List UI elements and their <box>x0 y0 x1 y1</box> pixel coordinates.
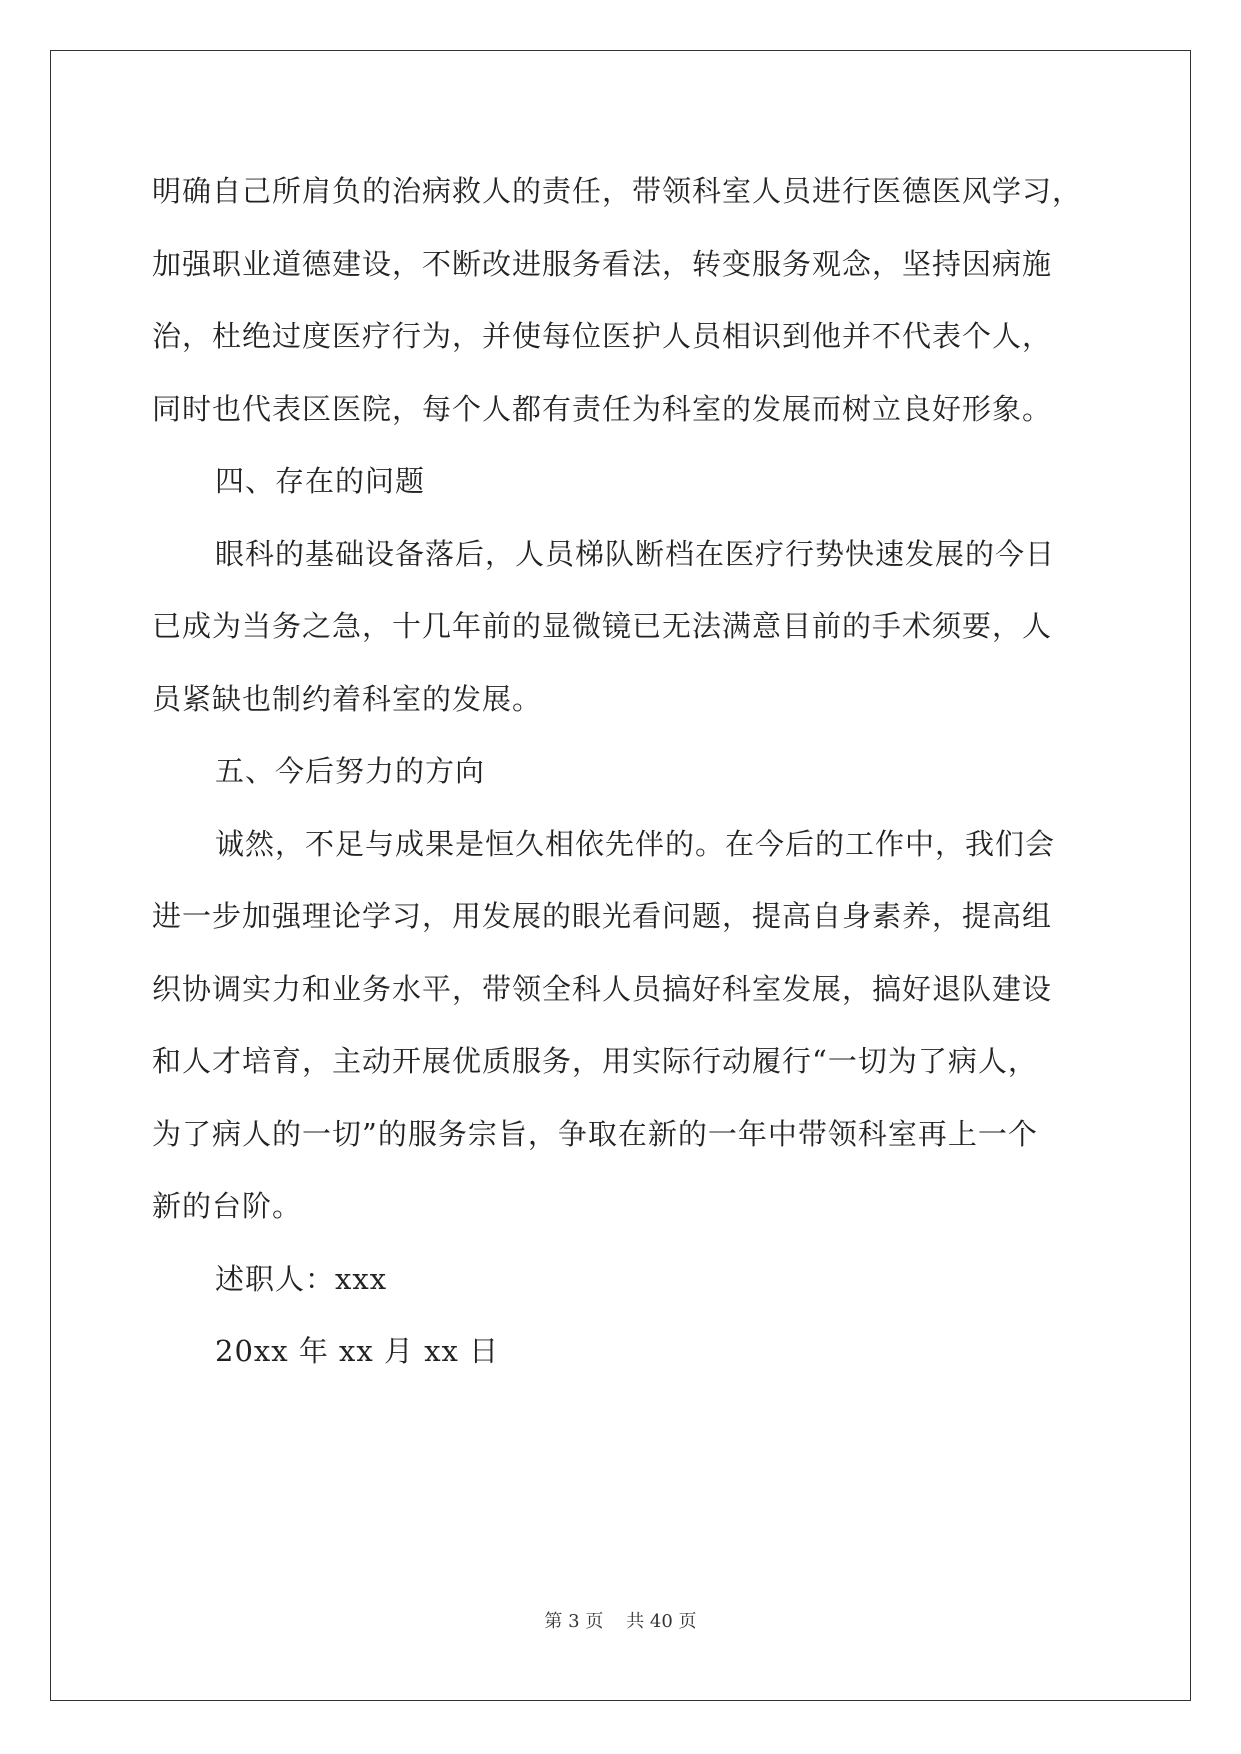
text-line-11: 进一步加强理论学习，用发展的眼光看问题，提高自身素养，提高组 <box>152 899 1053 933</box>
section-heading-4: 四、存在的问题 <box>215 464 426 498</box>
text-line-13: 和人才培育，主动开展优质服务，用实际行动履行“一切为了病人， <box>152 1044 1038 1078</box>
text-line-7: 已成为当务之急，十几年前的显微镜已无法满意目前的手术须要，人 <box>152 609 1053 643</box>
text-line-3: 治，杜绝过度医疗行为，并使每位医护人员相识到他并不代表个人， <box>152 319 1053 353</box>
text-line-6: 眼科的基础设备落后，人员梯队断档在医疗行势快速发展的今日 <box>215 536 1056 571</box>
text-line-8: 员紧缺也制约着科室的发展。 <box>152 681 543 716</box>
text-line-15: 新的台阶。 <box>152 1189 303 1223</box>
text-line-12: 织协调实力和业务水平，带领全科人员搞好科室发展，搞好退队建设 <box>152 971 1053 1006</box>
page-number-footer: 第 3 页 共 40 页 <box>544 1611 697 1632</box>
text-line-4: 同时也代表区医院，每个人都有责任为科室的发展而树立良好形象。 <box>152 391 1053 426</box>
text-line-14: 为了病人的一切”的服务宗旨，争取在新的一年中带领科室再上一个 <box>152 1116 1038 1151</box>
date-line: 20xx 年 xx 月 xx 日 <box>215 1334 500 1368</box>
signature-line: 述职人：xxx <box>215 1261 388 1296</box>
text-line-1: 明确自己所肩负的治病救人的责任，带领科室人员进行医德医风学习， <box>152 174 1083 208</box>
text-line-10: 诚然，不足与成果是恒久相依先伴的。在今后的工作中，我们会 <box>215 826 1056 861</box>
section-heading-5: 五、今后努力的方向 <box>215 754 486 788</box>
text-line-2: 加强职业道德建设，不断改进服务看法，转变服务观念，坚持因病施 <box>152 246 1053 281</box>
document-body <box>152 155 1092 1388</box>
